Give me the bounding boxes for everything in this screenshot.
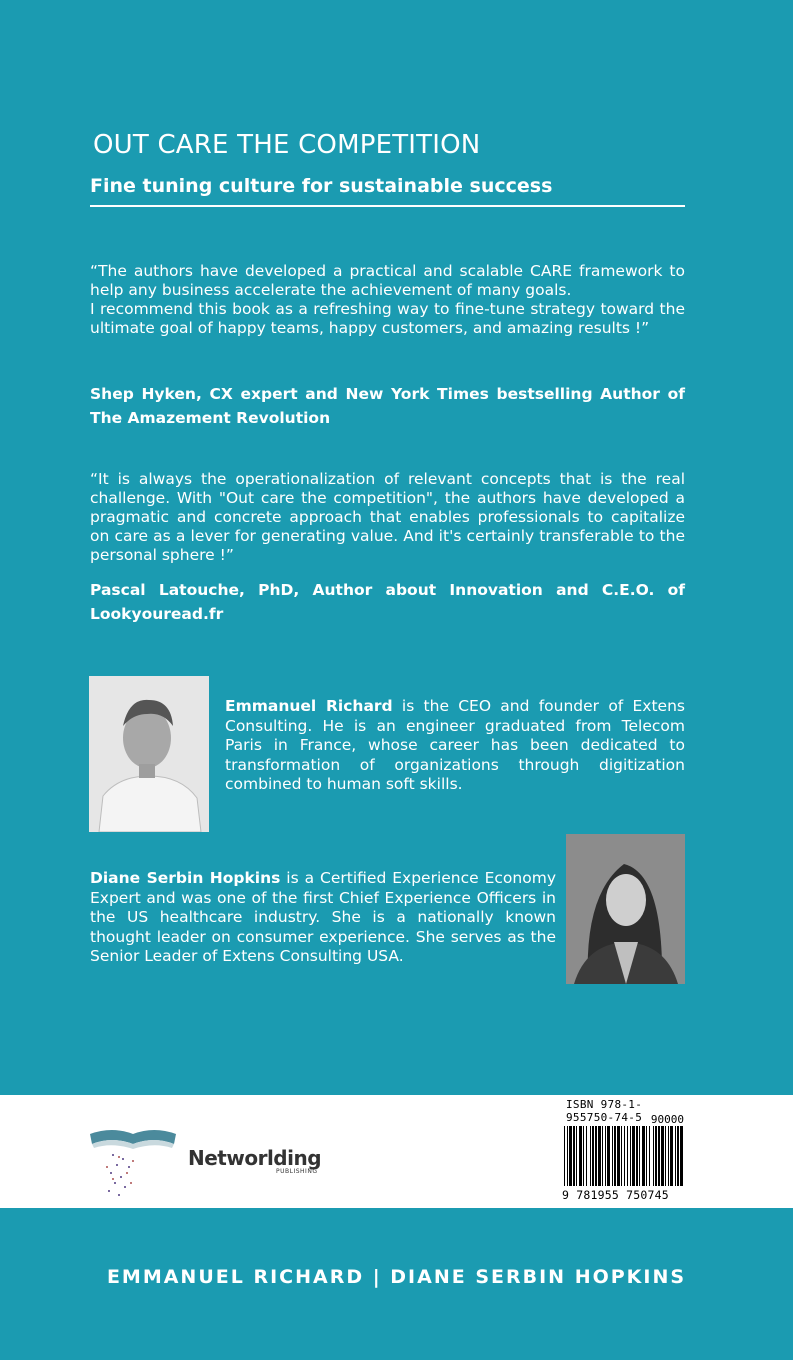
barcode-bar <box>646 1126 647 1186</box>
barcode-bar <box>680 1126 683 1186</box>
barcode-bar <box>627 1126 628 1186</box>
barcode-bar <box>617 1126 620 1186</box>
barcode-bar <box>595 1126 597 1186</box>
barcode-bar <box>576 1126 577 1186</box>
barcode-bar <box>602 1126 603 1186</box>
barcode-bar <box>670 1126 673 1186</box>
networlding-logo-text: Networlding <box>188 1146 322 1170</box>
bio-diane-text: is a Certified Experience Economy Expert and was one of the first Chief Experience Officers in the US healthcare industry. She is a nationally known thought leader on consumer experience. She serves as the Senior Leader of Extens Consulting USA. <box>90 869 556 965</box>
barcode-bar <box>614 1126 616 1186</box>
barcode-bar <box>583 1126 584 1186</box>
barcode-bar <box>639 1126 640 1186</box>
barcode-bar <box>598 1126 601 1186</box>
networlding-logo <box>188 1138 321 1178</box>
cover-title: OUT CARE THE COMPETITION <box>93 130 481 160</box>
author-photo-diane <box>566 834 685 984</box>
barcode-bar <box>624 1126 625 1186</box>
barcode-bar <box>658 1126 660 1186</box>
barcode-bar <box>665 1126 666 1186</box>
barcode-bar <box>677 1126 679 1186</box>
bio-emmanuel-text: is the CEO and founder of Extens Consulting. He is an engineer graduated from Telecom Paris in France, whose career has been dedicated to transformation of organizations through digitization combined to human soft skills. <box>225 697 685 793</box>
bio-emmanuel-name: Emmanuel Richard <box>225 697 393 715</box>
ean-text: 9 781955 750745 <box>562 1188 669 1202</box>
barcode-bar <box>592 1126 594 1186</box>
barcode-bar <box>605 1126 606 1186</box>
barcode-bar <box>632 1126 635 1186</box>
barcode-bar <box>655 1126 657 1186</box>
cover-subtitle: Fine tuning culture for sustainable success <box>90 175 553 197</box>
barcode-bar <box>567 1126 568 1186</box>
footer-authors: EMMANUEL RICHARD | DIANE SERBIN HOPKINS <box>106 1266 687 1288</box>
bio-diane <box>90 869 556 967</box>
author-photo-emmanuel <box>89 676 209 832</box>
barcode-bar <box>621 1126 622 1186</box>
barcode-bar <box>668 1126 669 1186</box>
barcode-bar <box>642 1126 645 1186</box>
barcode-bar <box>607 1126 610 1186</box>
barcode-bar <box>573 1126 575 1186</box>
quote-2-paragraph-1: “It is always the operationalization of relevant concepts that is the real challenge. With "Out care the competition", the authors have developed a pragmatic and concrete approach that enables professionals to capitalize on care as a lever for generating value. And it's certainly transferable to the personal sphere !” <box>90 470 685 564</box>
bio-emmanuel <box>225 697 685 795</box>
quote-1-paragraph-2: I recommend this book as a refreshing way to fine-tune strategy toward the ultimate goal of happy teams, happy customers, and amazing results !” <box>90 300 685 337</box>
barcode-bar <box>630 1126 631 1186</box>
barcode-bar <box>586 1126 587 1186</box>
quote-1-paragraph-1: “The authors have developed a practical and scalable CARE framework to help any business accelerate the achievement of many goals. <box>90 262 685 299</box>
barcode-addon: 90000 <box>650 1113 684 1126</box>
barcode-box <box>560 1096 686 1206</box>
title-divider <box>90 205 685 207</box>
barcode-bar <box>564 1126 565 1186</box>
quote-2 <box>90 470 685 565</box>
quote-1 <box>90 262 685 338</box>
barcode-bar <box>636 1126 638 1186</box>
barcode-bar <box>612 1126 613 1186</box>
barcode-bar <box>579 1126 582 1186</box>
open-book-logo-icon <box>88 1122 178 1202</box>
networlding-logo-sub: PUBLISHING <box>276 1168 318 1175</box>
barcode-bar <box>590 1126 591 1186</box>
bio-diane-name: Diane Serbin Hopkins <box>90 869 281 887</box>
barcode-bar <box>569 1126 572 1186</box>
quote-1-author: Shep Hyken, CX expert and New York Times bestselling Author of The Amazement Revolution <box>90 385 685 427</box>
barcode-bar <box>675 1126 676 1186</box>
barcode-bar <box>653 1126 654 1186</box>
barcode-bar <box>661 1126 664 1186</box>
quote-2-author: Pascal Latouche, PhD, Author about Innovation and C.E.O. of Lookyouread.fr <box>90 581 685 623</box>
isbn-text: ISBN 978-1-955750-74-5 <box>566 1098 643 1124</box>
barcode-bar <box>649 1126 650 1186</box>
